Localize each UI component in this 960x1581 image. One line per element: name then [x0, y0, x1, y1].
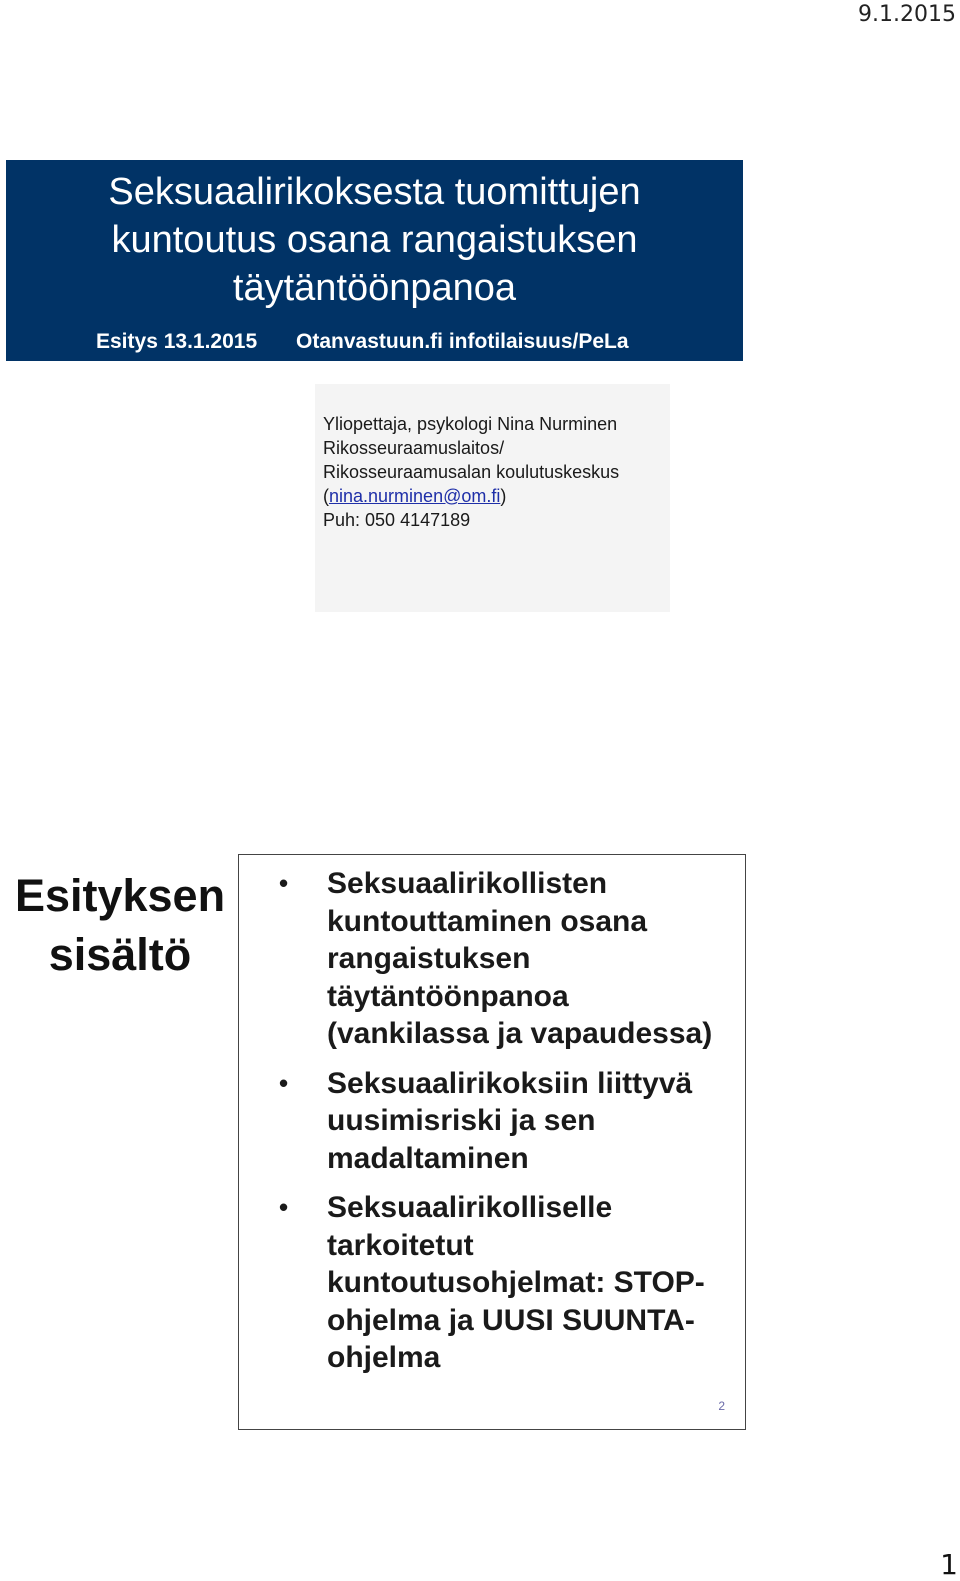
contents-title-line-1: Esityksen — [14, 870, 226, 921]
event-label: Otanvastuun.fi infotilaisuus/PeLa — [296, 330, 629, 353]
list-item — [275, 1189, 745, 1377]
presenter-email-line — [323, 484, 619, 508]
contents-title-line-2: sisältö — [48, 929, 192, 980]
title-slide-banner — [6, 160, 743, 361]
presenter-organization: Rikosseuraamuslaitos/ — [323, 438, 505, 458]
list-item-line: kuntouttaminen osana — [327, 904, 648, 938]
page-number: 1 — [940, 1548, 958, 1581]
list-item-line: Seksuaalirikolliselle — [327, 1191, 613, 1224]
email-paren-close: ) — [500, 486, 507, 506]
contents-slide-frame — [238, 854, 746, 1430]
title-line-2: kuntoutus osana rangaistuksen — [111, 219, 638, 261]
list-item-line: (vankilassa ja vapaudessa) — [327, 1017, 713, 1050]
list-item — [275, 1065, 745, 1178]
slide-number: 2 — [718, 1399, 725, 1413]
presenter-phone: Puh: 050 4147189 — [323, 510, 471, 530]
contents-title — [4, 866, 236, 984]
presenter-unit: Rikosseuraamusalan koulutuskeskus — [323, 462, 620, 482]
list-item-line: ohjelma ja UUSI SUUNTA- — [327, 1303, 695, 1337]
email-link[interactable]: nina.nurminen@om.fi — [329, 486, 501, 506]
header-date: 9.1.2015 — [858, 2, 956, 27]
contents-bullet-list — [275, 865, 745, 1389]
list-item-line: ohjelma — [327, 1341, 441, 1374]
bullet-icon: • — [279, 868, 289, 898]
bullet-icon: • — [279, 1192, 289, 1222]
presenter-name: Yliopettaja, psykologi Nina Nurminen — [323, 414, 618, 434]
presenter-info — [323, 412, 619, 532]
list-item-line: rangaistuksen — [327, 942, 531, 975]
list-item-line: kuntoutusohjelmat: STOP- — [327, 1266, 705, 1299]
list-item-line: Seksuaalirikollisten — [327, 867, 608, 900]
list-item-line: Seksuaalirikoksiin liittyvä — [327, 1066, 693, 1100]
title-line-3: täytäntöönpanoa — [232, 267, 517, 309]
list-item-line: tarkoitetut — [327, 1228, 474, 1262]
title-line-1: Seksuaalirikoksesta tuomittujen — [108, 171, 641, 213]
presenter-info-box — [315, 384, 670, 612]
presentation-title — [6, 168, 743, 312]
bullet-icon: • — [279, 1067, 289, 1098]
list-item-line: täytäntöönpanoa — [327, 979, 569, 1013]
presentation-date-label: Esitys 13.1.2015 — [96, 330, 258, 353]
email-paren-open: ( — [323, 486, 329, 506]
list-item-line: madaltaminen — [327, 1141, 529, 1175]
list-item-line: uusimisriski ja sen — [327, 1104, 596, 1137]
list-item — [275, 865, 745, 1053]
